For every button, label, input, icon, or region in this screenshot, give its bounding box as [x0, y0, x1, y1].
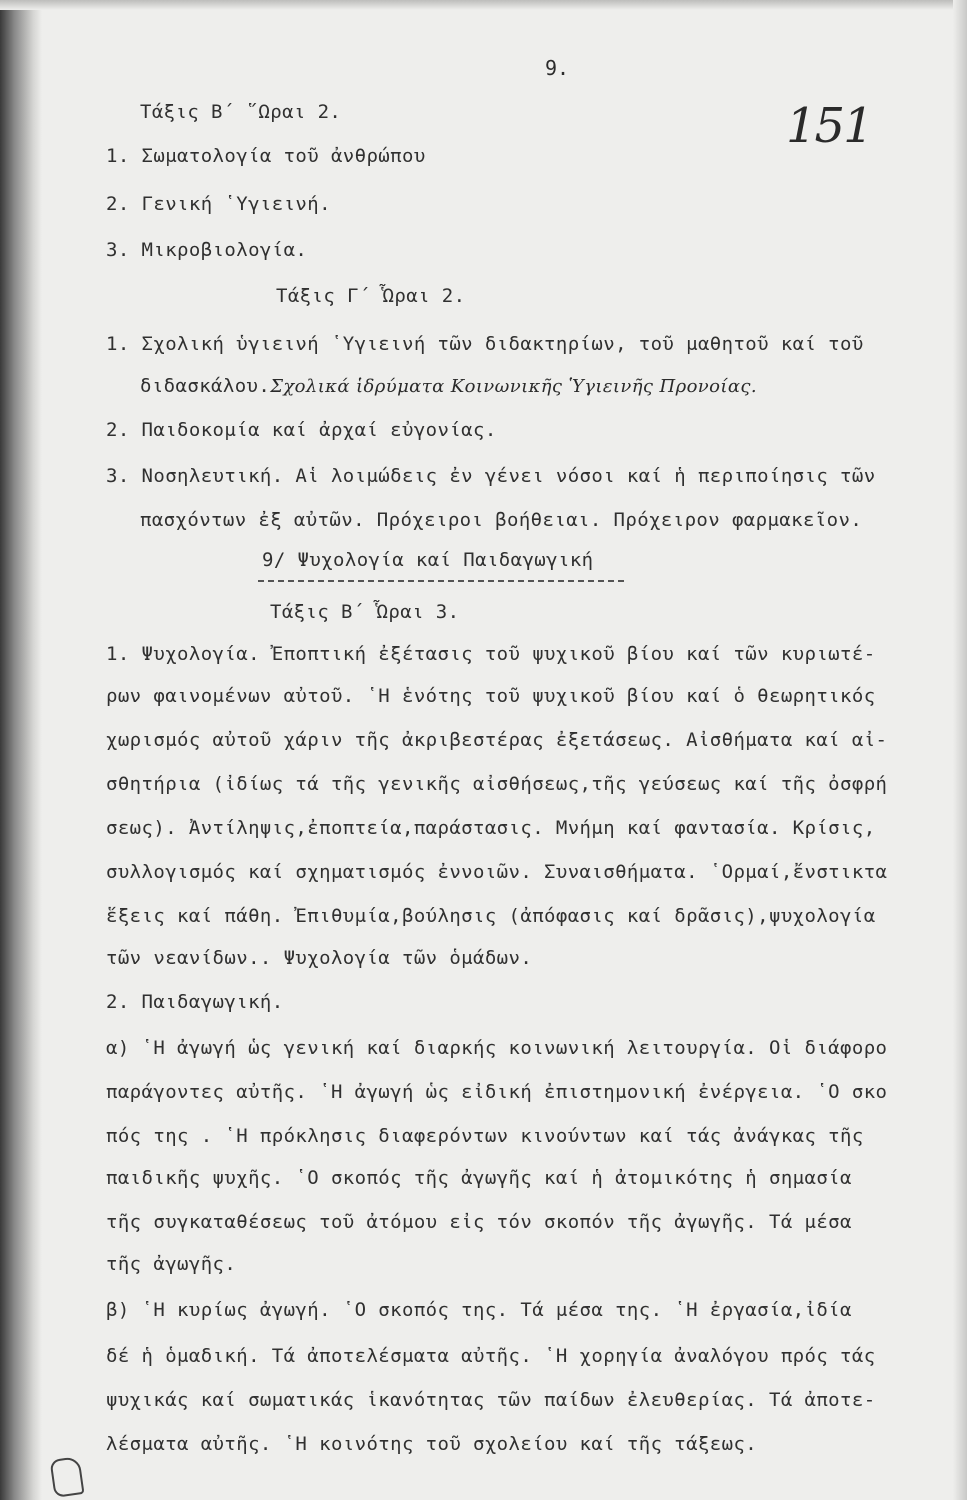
psychology-paragraph-line-5: σεως). Ἀντίληψις,ἐποπτεία,παράστασις. Μνήμη καί φαντασία. Κρίσις,: [106, 817, 876, 839]
pedagogy-a-line-2: παράγοντες αὐτῆς. ῾Η ἀγωγή ὡς εἰδική ἐπιστημονική ἐνέργεια. ῾Ο σκο: [106, 1081, 888, 1103]
heading-underline: [258, 580, 624, 582]
pedagogy-b-line-1: β) ῾Η κυρίως ἀγωγή. ῾Ο σκοπός της. Τά μέσα της. ῾Η ἐργασία,ἰδία: [106, 1299, 852, 1321]
pedagogy-a-line-3: πός της . ῾Η πρόκλησις διαφερόντων κινούντων καί τάς ἀνάγκας τῆς: [106, 1125, 864, 1147]
psychology-paragraph-line-3: χωρισμός αὐτοῦ χάριν τῆς ἀκριβεστέρας ἐξετάσεως. Αἰσθήματα καί αἰ-: [106, 729, 888, 751]
pedagogy-b-line-2: δέ ἡ ὁμαδική. Τά ἀποτελέσματα αὐτῆς. ῾Η χορηγία ἀναλόγου πρός τάς: [106, 1345, 876, 1367]
pedagogy-b-line-4: λέσματα αὐτῆς. ῾Η κοινότης τοῦ σχολείου καί τῆς τάξεως.: [106, 1433, 758, 1455]
list-item-school-hygiene: 1. Σχολική ὑγιεινή ῾Υγιεινή τῶν διδακτηρίων, τοῦ μαθητοῦ καί τοῦ: [106, 333, 864, 355]
page-number: 9.: [545, 56, 570, 80]
pedagogy-a-line-6: τῆς ἀγωγῆς.: [106, 1253, 237, 1275]
class-b-hours-heading: Τάξις Β΄ ῞Ωραι 2.: [140, 101, 342, 123]
list-item-general-hygiene: 2. Γενική ῾Υγιεινή.: [106, 193, 331, 215]
pedagogy-b-line-3: ψυχικάς καί σωματικάς ἱκανότητας τῶν παίδων ἐλευθερίας. Τά ἀποτε-: [106, 1389, 876, 1411]
section-heading-psychology-pedagogy: 9/ Ψυχολογία καί Παιδαγωγική: [262, 549, 594, 571]
typed-text-teacher: διδασκάλου.: [140, 375, 271, 397]
list-item-nursing: 3. Νοσηλευτική. Αἱ λοιμώδεις ἐν γένει νόσοι καί ἡ περιποίησις τῶν: [106, 465, 876, 487]
pedagogy-a-line-5: τῆς συγκαταθέσεως τοῦ ἀτόμου εἰς τόν σκοπόν τῆς ἀγωγῆς. Τά μέσα: [106, 1211, 852, 1233]
psychology-paragraph-line-1: 1. Ψυχολογία. Ἐποπτική ἐξέτασις τοῦ ψυχικοῦ βίου καί τῶν κυριωτέ-: [106, 643, 876, 665]
handwritten-note: Σχολικά ἱδρύματα Κοινωνικῆς Ὑγιεινῆς Προνοίας.: [270, 376, 757, 397]
psychology-paragraph-line-4: σθητήρια (ἰδίως τά τῆς γενικῆς αἰσθήσεως,τῆς γεύσεως καί τῆς ὀσφρή: [106, 773, 888, 795]
pedagogy-heading: 2. Παιδαγωγική.: [106, 991, 284, 1013]
psychology-paragraph-line-6: συλλογισμός καί σχηματισμός ἐννοιῶν. Συναισθήματα. ῾Ορμαί,ἔνστικτα: [106, 861, 888, 883]
list-item-somatology: 1. Σωματολογία τοῦ ἀνθρώπου: [106, 145, 426, 167]
top-edge-shadow: [0, 0, 967, 10]
psychology-paragraph-line-7: ἕξεις καί πάθη. Ἐπιθυμία,βούλησις (ἀπόφασις καί δρᾶσις),ψυχολογία: [106, 905, 876, 927]
list-item-microbiology: 3. Μικροβιολογία.: [106, 239, 308, 261]
class-c-hours-heading: Τάξις Γ΄ Ὧραι 2.: [276, 285, 466, 307]
corner-ink-mark: [50, 1456, 85, 1498]
class-b-3-hours-heading: Τάξις Β΄ Ὧραι 3.: [270, 601, 460, 623]
list-item-school-hygiene-cont: [140, 374, 967, 399]
list-item-nursing-cont: πασχόντων ἐξ αὐτῶν. Πρόχειροι βοήθειαι. Πρόχειρον φαρμακεῖον.: [140, 509, 863, 531]
handwritten-page-annotation: 151: [786, 98, 872, 154]
psychology-paragraph-line-2: ρων φαινομένων αὐτοῦ. ῾Η ἑνότης τοῦ ψυχικοῦ βίου καί ὁ θεωρητικός: [106, 685, 876, 707]
binding-shadow: [0, 0, 42, 1500]
list-item-childcare: 2. Παιδοκομία καί ἀρχαί εὐγονίας.: [106, 419, 497, 441]
psychology-paragraph-line-8: τῶν νεανίδων.. Ψυχολογία τῶν ὁμάδων.: [106, 947, 533, 969]
pedagogy-a-line-4: παιδικῆς ψυχῆς. ῾Ο σκοπός τῆς ἀγωγῆς καί ἡ ἀτομικότης ἡ σημασία: [106, 1167, 852, 1189]
pedagogy-a-line-1: α) ῾Η ἀγωγή ὡς γενική καί διαρκής κοινωνική λειτουργία. Οἱ διάφορο: [106, 1037, 888, 1059]
